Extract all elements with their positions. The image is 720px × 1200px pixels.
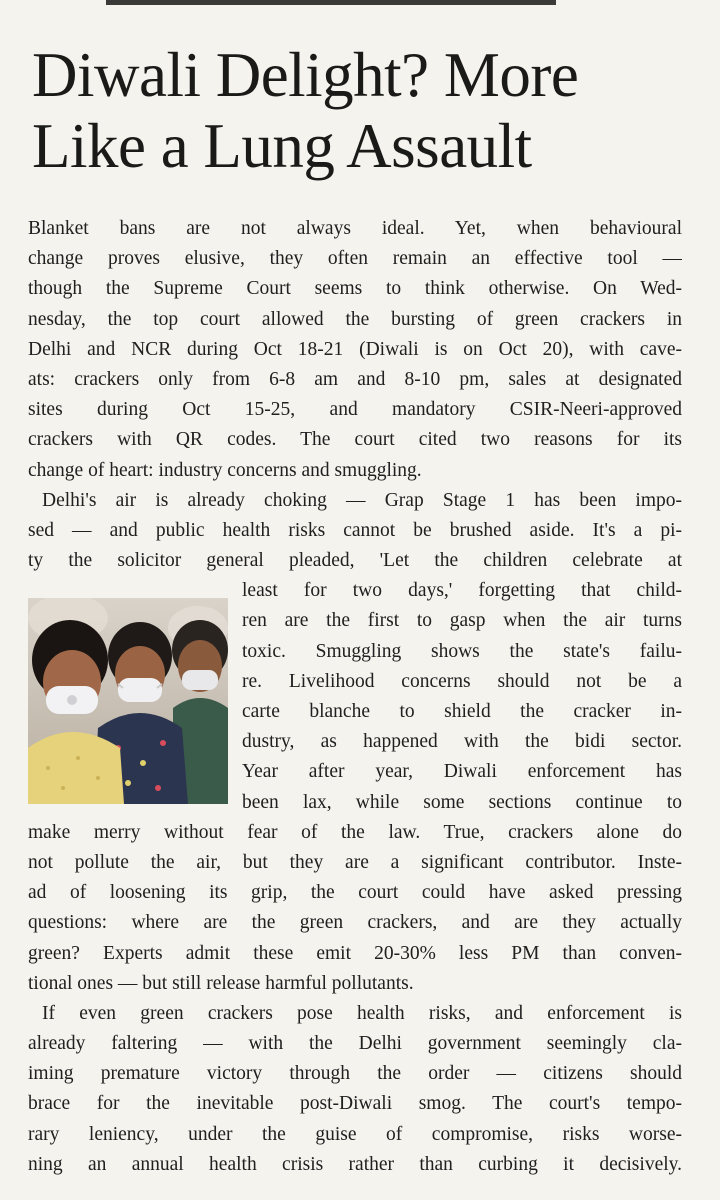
body-line: ad of loosening its grip, the court could have asked pressing <box>28 882 682 904</box>
body-line: change of heart: industry concerns and smuggling. <box>28 459 422 481</box>
body-line: dustry, as happened with the bidi sector. <box>242 731 682 753</box>
body-line: rary leniency, under the guise of compromise, risks worse- <box>28 1123 682 1145</box>
body-line: carte blanche to shield the cracker in- <box>242 701 682 722</box>
body-line: iming premature victory through the order — citizens should <box>28 1063 682 1085</box>
article-body <box>28 214 682 1180</box>
body-line: make merry without fear of the law. True, crackers alone do <box>28 821 682 843</box>
body-line: nesday, the top court allowed the bursting of green crackers in <box>28 308 682 330</box>
body-line: Year after year, Diwali enforcement has <box>242 761 682 783</box>
body-line: If even green crackers pose health risks, and enforcement is <box>42 1002 682 1024</box>
body-line: ren are the first to gasp when the air turns <box>242 610 682 632</box>
body-line: ty the solicitor general pleaded, 'Let the children celebrate at <box>28 550 682 572</box>
paragraph-1 <box>28 214 682 486</box>
body-line: tional ones — but still release harmful pollutants. <box>28 972 414 994</box>
body-line: green? Experts admit these emit 20-30% less PM than conven- <box>28 942 682 964</box>
body-line: sed — and public health risks cannot be brushed aside. It's a pi- <box>28 519 682 541</box>
body-line: Delhi's air is already choking — Grap Stage 1 has been impo- <box>42 489 682 511</box>
body-line: least for two days,' forgetting that child- <box>242 580 682 602</box>
body-line: change proves elusive, they often remain an effective tool — <box>28 248 682 270</box>
headline-line-2: Like a Lung Assault <box>32 111 532 181</box>
body-line: re. Livelihood concerns should not be a <box>242 670 682 692</box>
body-line: brace for the inevitable post-Diwali smog. The court's tempo- <box>28 1093 682 1115</box>
top-rule <box>106 0 556 5</box>
body-line: ning an annual health crisis rather than curbing it decisively. <box>28 1153 682 1175</box>
body-line: questions: where are the green crackers, and are they actually <box>28 912 682 934</box>
body-line: crackers with QR codes. The court cited two reasons for its <box>28 429 682 451</box>
body-line: already faltering — with the Delhi government seemingly cla- <box>28 1033 682 1055</box>
headline-line-1: Diwali Delight? More <box>32 40 579 110</box>
body-line: Delhi and NCR during Oct 18-21 (Diwali is on Oct 20), with cave- <box>28 338 682 360</box>
headline <box>32 40 692 182</box>
paragraph-3 <box>28 999 682 1180</box>
body-line: been lax, while some sections continue to <box>242 791 682 813</box>
body-line: sites during Oct 15-25, and mandatory CSIR-Neeri-approved <box>28 399 682 421</box>
body-line: not pollute the air, but they are a significant contributor. Inste- <box>28 851 682 873</box>
body-line: ats: crackers only from 6-8 am and 8-10 pm, sales at designated <box>28 368 682 390</box>
paragraph-2 <box>28 486 682 999</box>
body-line: though the Supreme Court seems to think otherwise. On Wed- <box>28 278 682 300</box>
body-line: toxic. Smuggling shows the state's failu- <box>242 640 682 662</box>
body-line: Blanket bans are not always ideal. Yet, when behavioural <box>28 218 682 239</box>
